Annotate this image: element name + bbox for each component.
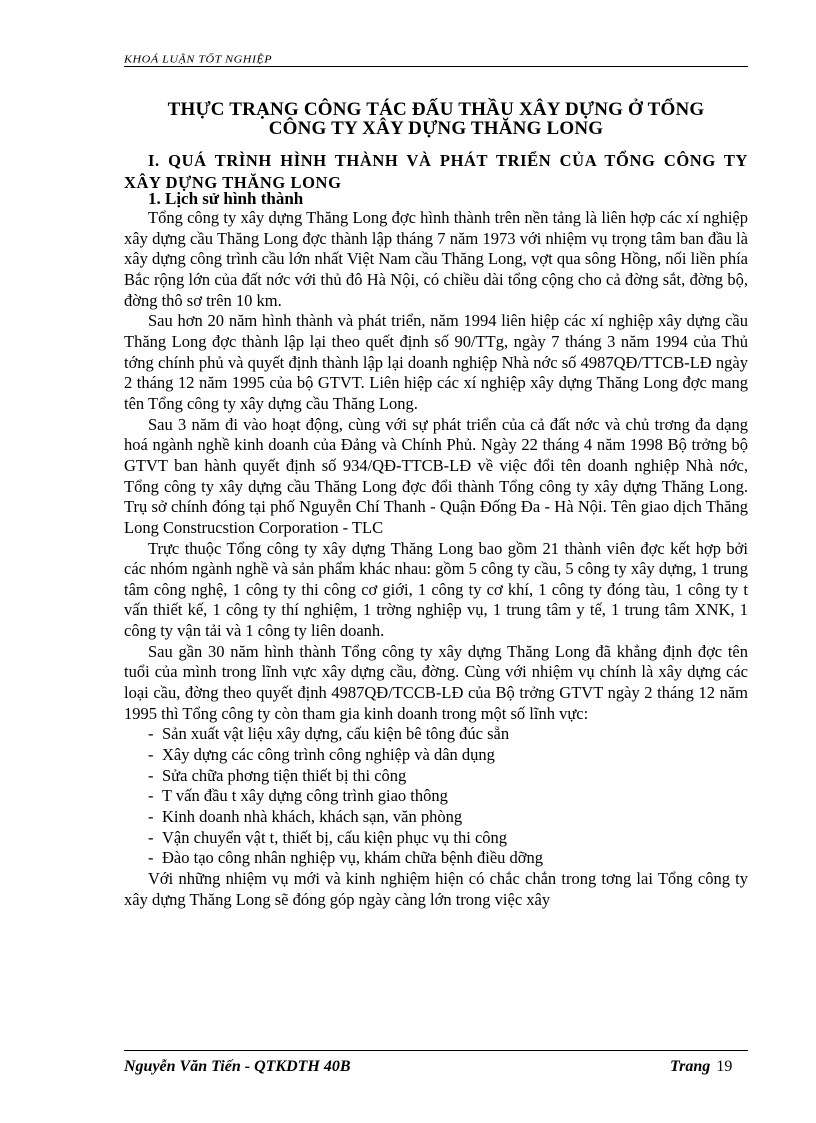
- paragraph: Sau 3 năm đi vào hoạt động, cùng với sự phát triển của cả đất nớc và chủ trơng đa dạng hoá ngành nghề kinh doanh của Đảng và Chính Phủ. Ngày 22 tháng 4 năm 1998 Bộ trởng bộ GTVT ban hành quyết định số 934/QĐ-TTCB-LĐ về việc đổi tên doanh nghiệp Nhà nớc, Tổng công ty xây dựng cầu Thăng Long đợc đổi thành Tổng công ty xây dựng Thăng Long. Trụ sở chính đóng tại phố Nguyễn Chí Thanh - Quận Đống Đa - Hà Nội. Tên giao dịch Thăng Long Construcstion Corporation - TLC: [124, 414, 748, 537]
- list-item: - Kinh doanh nhà khách, khách sạn, văn phòng: [148, 807, 463, 827]
- header-rule: [124, 66, 748, 67]
- paragraph: Trực thuộc Tổng công ty xây dựng Thăng Long bao gồm 21 thành viên đợc kết hợp bởi các nhóm ngành nghề và sản phẩm khác nhau: gồm 5 công ty cầu, 5 công ty xây dựng, 1 trung tâm công nghệ, 1 công ty thi công cơ giới, 1 công ty cơ khí, 1 công ty đóng tàu, 1 công ty t vấn thiết kế, 1 công ty thí nghiệm, 1 trờng nghiệp vụ, 1 trung tâm y tế, 1 trung tâm XNK, 1 công ty vận tải và 1 công ty liên doanh.: [124, 538, 748, 641]
- business-fields-list: [124, 724, 748, 869]
- page-number: [670, 1058, 732, 1076]
- paragraph: Sau hơn 20 năm hình thành và phát triển, năm 1994 liên hiệp các xí nghiệp xây dựng cầu Thăng Long đợc thành lập lại theo quết định số 90/TTg, ngày 7 tháng 3 năm 1994 của Thủ tớng chính phủ và quyết định thành lập lại doanh nghiệp Nhà nớc số 4987QĐ/TTCB-LĐ ngày 2 tháng 12 năm 1995 của bộ GTVT. Liên hiệp các xí nghiệp xây dựng Thăng Long đợc mang tên Tổng công ty xây dựng cầu Thăng Long.: [124, 311, 748, 413]
- list-item: - Sửa chữa phơng tiện thiết bị thi công: [148, 765, 407, 785]
- subsection-heading: 1. Lịch sử hình thành: [148, 189, 304, 208]
- footer-rule: [124, 1050, 748, 1051]
- footer-author: Nguyễn Văn Tiến - QTKDTH 40B: [124, 1058, 351, 1075]
- page-label: Trang: [670, 1058, 711, 1075]
- section-heading: I. QUÁ TRÌNH HÌNH THÀNH VÀ PHÁT TRIỂN CỦA TỔNG CÔNG TY XÂY DỰNG THĂNG LONG: [124, 151, 748, 192]
- page-number-value: 19: [716, 1058, 733, 1075]
- list-item: - Xây dựng các công trình công nghiệp và dân dụng: [148, 745, 495, 765]
- list-item: - T vấn đầu t xây dựng công trình giao thông: [148, 786, 448, 806]
- paragraph: Sau gần 30 năm hình thành Tổng công ty xây dựng Thăng Long đã khẳng định đợc tên tuổi của mình trong lĩnh vực xây dựng cầu, đờng. Cùng với nhiệm vụ chính là xây dựng các loại cầu, đờng theo quyết định 4987QĐ/TCCB-LĐ của Bộ trởng GTVT ngày 2 tháng 12 năm 1995 thì Tổng công ty còn tham gia kinh doanh trong một số lĩnh vực:: [124, 641, 748, 723]
- paragraph: Tổng công ty xây dựng Thăng Long đợc hình thành trên nền tảng là liên hợp các xí nghiệp xây dựng cầu Thăng Long đợc thành lập tháng 7 năm 1973 với nhiệm vụ trọng tâm ban đầu là xây dựng công trình cầu lớn nhất Việt Nam cầu Thăng Long, vợt qua sông Hồng, nối liền phía Bắc rộng lớn của đất nớc với thủ đô Hà Nội, có chiều dài tổng cộng cho cả đờng sắt, đờng bộ, đờng thô sơ trên 10 km.: [124, 208, 748, 310]
- list-item: - Đào tạo công nhân nghiệp vụ, khám chữa bệnh điều dỡng: [148, 848, 544, 868]
- list-item: - Sản xuất vật liệu xây dựng, cấu kiện bê tông đúc sẵn: [148, 724, 510, 744]
- title-line-2: CÔNG TY XÂY DỰNG THĂNG LONG: [268, 118, 604, 139]
- body-text: [124, 208, 748, 910]
- list-item: - Vận chuyển vật t, thiết bị, cấu kiện phục vụ thi công: [148, 827, 508, 847]
- running-header: KHOÁ LUẬN TỐT NGHIỆP: [124, 52, 273, 66]
- title-line-1: THỰC TRẠNG CÔNG TÁC ĐẤU THẦU XÂY DỰNG Ở TỔNG: [167, 99, 705, 120]
- closing-paragraph: Với những nhiệm vụ mới và kinh nghiệm hiện có chắc chắn trong tơng lai Tổng công ty xây dựng Thăng Long sẽ đóng góp ngày càng lớn trong việc xây: [124, 869, 748, 909]
- document-title: [124, 100, 748, 138]
